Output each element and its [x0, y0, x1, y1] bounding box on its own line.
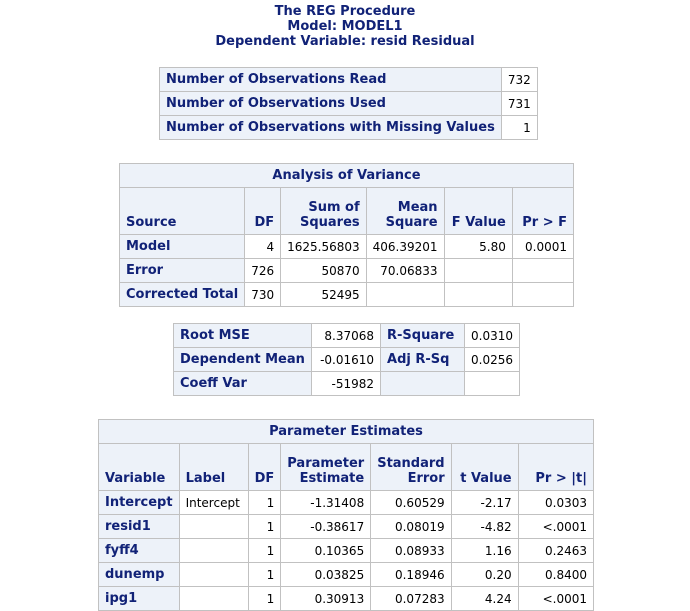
- anova-df: 726: [245, 259, 281, 283]
- anova-header-f-value: F Value: [444, 188, 512, 235]
- params-estimate: -1.31408: [281, 491, 371, 515]
- fit-value: -51982: [311, 372, 380, 396]
- params-pr-t: 0.2463: [518, 539, 593, 563]
- title-model: Model: MODEL1: [287, 19, 403, 34]
- title-procedure: The REG Procedure: [274, 4, 416, 19]
- anova-header-source: Source: [120, 188, 245, 235]
- params-pr-t: 0.0303: [518, 491, 593, 515]
- params-t-value: -4.82: [451, 515, 518, 539]
- fit-value: 0.0256: [465, 348, 520, 372]
- observations-row: [160, 92, 538, 116]
- params-row: [99, 587, 594, 611]
- observations-table: [159, 67, 538, 140]
- fit-value: [465, 372, 520, 396]
- params-label: Intercept: [179, 491, 248, 515]
- anova-df: 730: [245, 283, 281, 307]
- params-header-std-error: Standard Error: [371, 444, 451, 491]
- params-df: 1: [248, 539, 281, 563]
- anova-table: [119, 163, 574, 307]
- params-df: 1: [248, 587, 281, 611]
- params-estimate: -0.38617: [281, 515, 371, 539]
- anova-df: 4: [245, 235, 281, 259]
- observations-row: [160, 116, 538, 140]
- anova-row: [120, 283, 574, 307]
- fit-row: [174, 348, 520, 372]
- params-header-label: Label: [179, 444, 248, 491]
- anova-pr-f: [512, 259, 573, 283]
- params-row: [99, 563, 594, 587]
- params-label: [179, 539, 248, 563]
- params-row: [99, 491, 594, 515]
- observations-label: Number of Observations Read: [160, 68, 502, 92]
- params-header-pr-t: Pr > |t|: [518, 444, 593, 491]
- anova-pr-f: [512, 283, 573, 307]
- params-variable: Intercept: [99, 491, 180, 515]
- anova-header-pr-f: Pr > F: [512, 188, 573, 235]
- params-std-error: 0.18946: [371, 563, 451, 587]
- observations-value: 732: [501, 68, 537, 92]
- params-label: [179, 587, 248, 611]
- params-t-value: 0.20: [451, 563, 518, 587]
- params-variable: resid1: [99, 515, 180, 539]
- params-df: 1: [248, 563, 281, 587]
- anova-sum-squares: 52495: [281, 283, 367, 307]
- anova-source: Corrected Total: [120, 283, 245, 307]
- anova-sum-squares: 50870: [281, 259, 367, 283]
- anova-mean-square: [366, 283, 444, 307]
- anova-mean-square: 406.39201: [366, 235, 444, 259]
- params-header-t-value: t Value: [451, 444, 518, 491]
- params-estimate: 0.10365: [281, 539, 371, 563]
- fit-value: -0.01610: [311, 348, 380, 372]
- fit-label: R-Square: [381, 324, 465, 348]
- params-std-error: 0.07283: [371, 587, 451, 611]
- anova-mean-square: 70.06833: [366, 259, 444, 283]
- params-df: 1: [248, 491, 281, 515]
- anova-row: [120, 259, 574, 283]
- procedure-titles: [0, 4, 690, 49]
- params-pr-t: <.0001: [518, 587, 593, 611]
- params-header-df: DF: [248, 444, 281, 491]
- params-variable: dunemp: [99, 563, 180, 587]
- params-t-value: 4.24: [451, 587, 518, 611]
- anova-header-df: DF: [245, 188, 281, 235]
- params-estimate: 0.30913: [281, 587, 371, 611]
- observations-row: [160, 68, 538, 92]
- observations-value: 731: [501, 92, 537, 116]
- fit-label: Adj R-Sq: [381, 348, 465, 372]
- anova-header-mean-square: Mean Square: [366, 188, 444, 235]
- anova-caption: Analysis of Variance: [120, 164, 574, 188]
- params-header-estimate: Parameter Estimate: [281, 444, 371, 491]
- params-std-error: 0.60529: [371, 491, 451, 515]
- fit-label: Root MSE: [174, 324, 312, 348]
- fit-label: [381, 372, 465, 396]
- fit-statistics-table: [173, 323, 520, 396]
- params-df: 1: [248, 515, 281, 539]
- params-variable: fyff4: [99, 539, 180, 563]
- anova-sum-squares: 1625.56803: [281, 235, 367, 259]
- fit-label: Coeff Var: [174, 372, 312, 396]
- fit-row: [174, 324, 520, 348]
- observations-label: Number of Observations Used: [160, 92, 502, 116]
- params-label: [179, 563, 248, 587]
- params-t-value: -2.17: [451, 491, 518, 515]
- anova-header-sum-squares: Sum of Squares: [281, 188, 367, 235]
- params-std-error: 0.08933: [371, 539, 451, 563]
- title-dependent-variable: Dependent Variable: resid Residual: [215, 34, 475, 49]
- anova-source: Model: [120, 235, 245, 259]
- fit-row: [174, 372, 520, 396]
- params-header-variable: Variable: [99, 444, 180, 491]
- anova-f-value: [444, 283, 512, 307]
- observations-label: Number of Observations with Missing Values: [160, 116, 502, 140]
- params-std-error: 0.08019: [371, 515, 451, 539]
- anova-pr-f: 0.0001: [512, 235, 573, 259]
- params-pr-t: <.0001: [518, 515, 593, 539]
- anova-f-value: [444, 259, 512, 283]
- observations-value: 1: [501, 116, 537, 140]
- fit-value: 0.0310: [465, 324, 520, 348]
- params-t-value: 1.16: [451, 539, 518, 563]
- parameter-estimates-table: [98, 419, 594, 611]
- params-estimate: 0.03825: [281, 563, 371, 587]
- anova-row: [120, 235, 574, 259]
- params-caption: Parameter Estimates: [99, 420, 594, 444]
- anova-source: Error: [120, 259, 245, 283]
- params-label: [179, 515, 248, 539]
- params-row: [99, 539, 594, 563]
- anova-f-value: 5.80: [444, 235, 512, 259]
- params-pr-t: 0.8400: [518, 563, 593, 587]
- fit-label: Dependent Mean: [174, 348, 312, 372]
- fit-value: 8.37068: [311, 324, 380, 348]
- params-variable: ipg1: [99, 587, 180, 611]
- params-row: [99, 515, 594, 539]
